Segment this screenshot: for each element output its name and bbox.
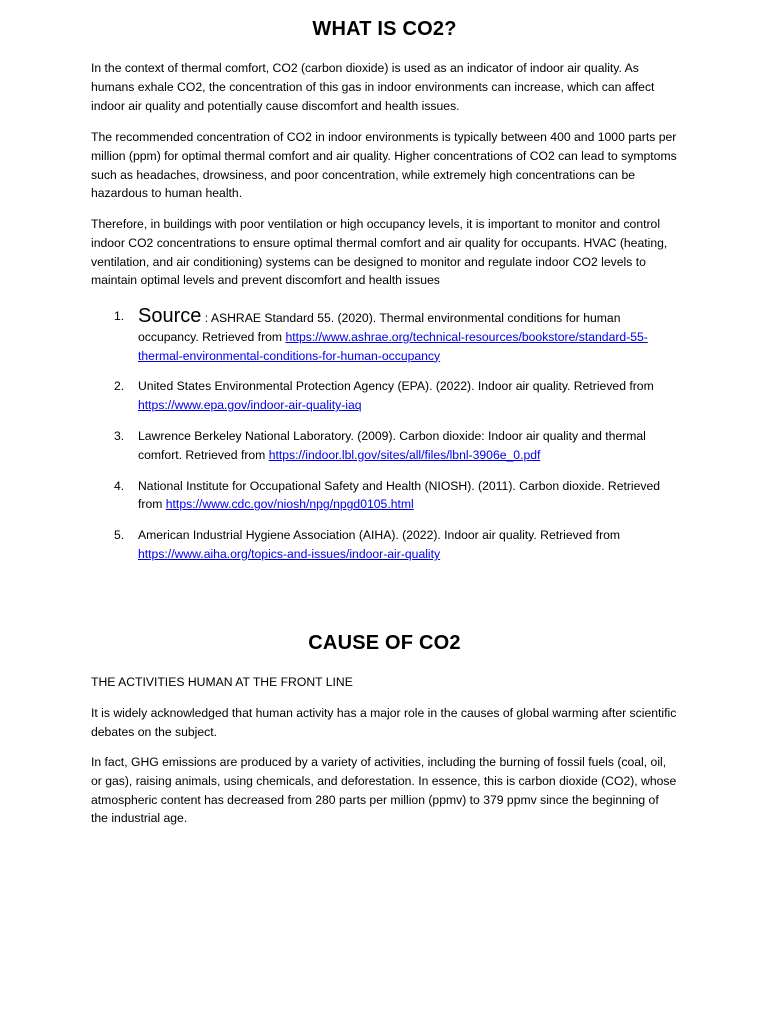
reference-list — [91, 307, 678, 576]
reference-link-epa[interactable]: https://www.epa.gov/indoor-air-quality-iaq — [138, 398, 362, 413]
reference-link-niosh[interactable]: https://www.cdc.gov/niosh/npg/npgd0105.html — [165, 497, 414, 512]
reference-text: Lawrence Berkeley National Laboratory. (2009). Carbon dioxide: Indoor air quality and thermal comfort. Retrieved from — [138, 428, 646, 462]
reference-link-lbl[interactable]: https://indoor.lbl.gov/sites/all/files/lbnl-3906e_0.pdf — [268, 447, 541, 462]
paragraph-ghg-emissions — [91, 753, 678, 828]
reference-number: 2. — [114, 379, 125, 394]
paragraph-text: In fact, GHG emissions are produced by a variety of activities, including the burning of fossil fuels (coal, oil, or gas), raising animals, using chemicals, and deforestation. In essence, this is carbon dioxide (CO2), whose atmospheric content has decreased from 280 parts per million (ppmv) to 379 ppmv since the beginning of the industrial age. — [91, 755, 677, 826]
reference-text: : ASHRAE Standard 55. (2020). Thermal environmental conditions for human occupancy. Retrieved from — [138, 311, 621, 344]
reference-item — [91, 427, 678, 465]
subheading-block — [91, 673, 678, 692]
reference-link-aiha[interactable]: https://www.aiha.org/topics-and-issues/indoor-air-quality — [138, 546, 441, 561]
reference-item — [91, 377, 678, 415]
subheading-human-activities: THE ACTIVITIES HUMAN AT THE FRONT LINE — [91, 675, 353, 689]
section-title-cause-of-co2: CAUSE OF CO2 — [308, 632, 461, 654]
paragraph-text: In the context of thermal comfort, CO2 (carbon dioxide) is used as an indicator of indoor air quality. As humans exhale CO2, the concentration of this gas in indoor environments can increase, which can affect indoor air quality and potentially cause discomfort and health issues. — [91, 61, 655, 113]
section-title-what-is-co2: WHAT IS CO2? — [312, 18, 457, 40]
reference-number: 3. — [114, 428, 125, 443]
reference-item — [91, 477, 678, 515]
reference-item — [91, 307, 678, 365]
paragraph-ventilation — [91, 215, 678, 290]
reference-number: 5. — [114, 528, 125, 543]
reference-item — [91, 526, 678, 564]
paragraph-recommended-concentration — [91, 128, 678, 203]
reference-text: American Industrial Hygiene Association (AIHA). (2022). Indoor air quality. Retrieved from — [138, 528, 621, 543]
reference-number: 4. — [114, 478, 125, 493]
reference-text: United States Environmental Protection Agency (EPA). (2022). Indoor air quality. Retrieved from — [138, 379, 654, 394]
paragraph-text: It is widely acknowledged that human activity has a major role in the causes of global warming after scientific debates on the subject. — [91, 706, 677, 739]
paragraph-human-activity — [91, 704, 678, 742]
paragraph-co2-indicator — [91, 59, 678, 115]
paragraph-text: The recommended concentration of CO2 in indoor environments is typically between 400 and 1000 parts per million (ppm) for optimal thermal comfort and air quality. Higher concentrations of CO2 can lead to symptoms such as headaches, drowsiness, and poor concentration, while extremely high concentrations can be hazardous to human health. — [91, 130, 677, 201]
reference-link-ashrae[interactable]: https://www.ashrae.org/technical-resources/bookstore/standard-55-thermal-environmental-conditions-for-human-occupancy — [138, 329, 648, 363]
reference-text: National Institute for Occupational Safety and Health (NIOSH). (2011). Carbon dioxide. Retrieved from — [138, 478, 661, 512]
source-label: Source — [138, 305, 202, 327]
paragraph-text: Therefore, in buildings with poor ventilation or high occupancy levels, it is important to monitor and control indoor CO2 concentrations to ensure optimal thermal comfort and air quality for occupants. HVAC (heating, ventilation, and air conditioning) systems can be designed to monitor and regulate indoor CO2 levels to maintain optimal levels and prevent discomfort and health issues — [91, 217, 668, 288]
reference-number: 1. — [114, 309, 125, 323]
